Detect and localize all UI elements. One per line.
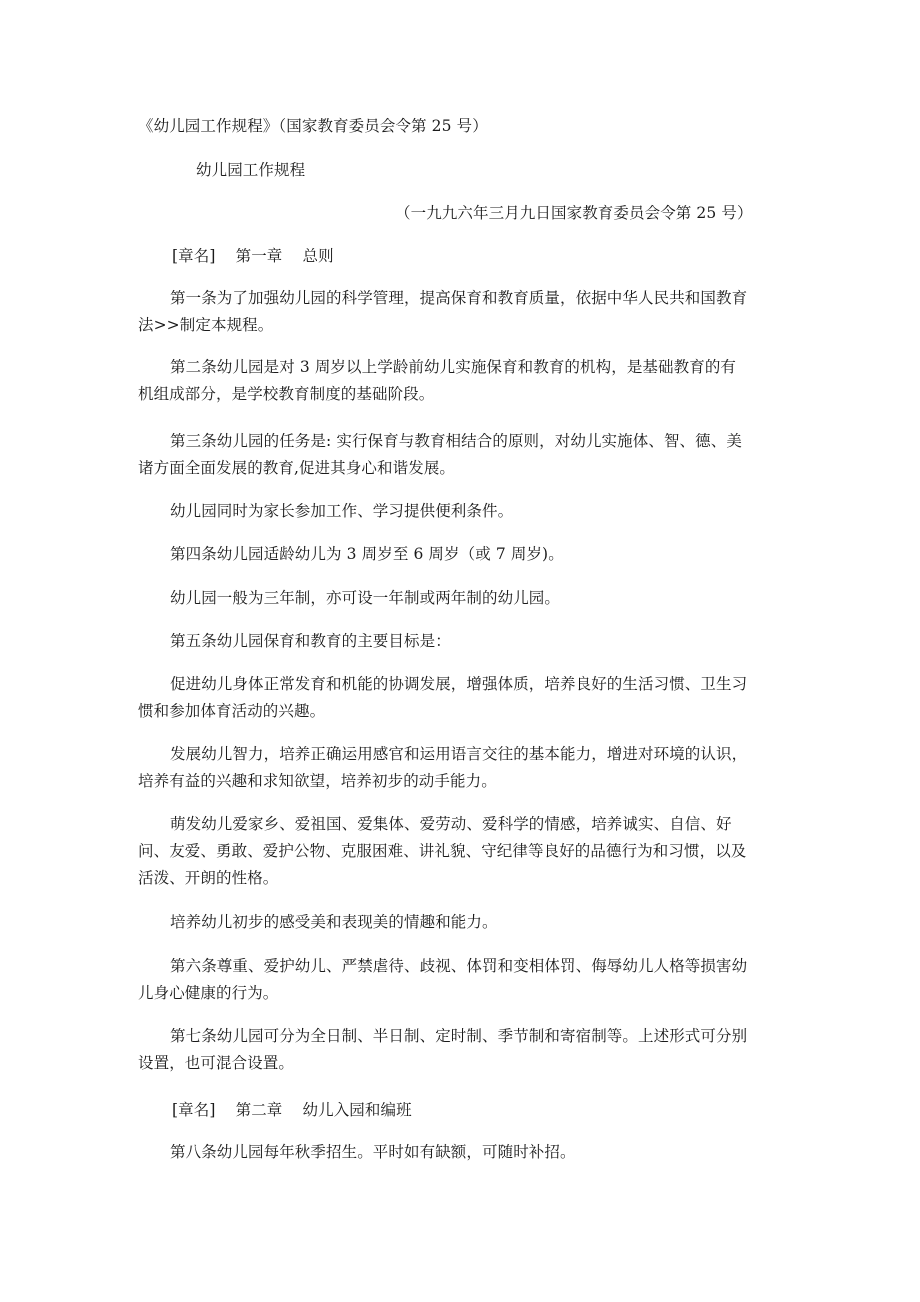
issue-date-line: （一九九六年三月九日国家教育委员会令第 25 号）	[395, 204, 753, 222]
article-1: 第一条为了加强幼儿园的科学管理，提高保育和教育质量，依据中华人民共和国教育法>>制定本规程。	[138, 289, 748, 334]
article-2: 第二条幼儿园是对 3 周岁以上学龄前幼儿实施保育和教育的机构，是基础教育的有机组成部分，是学校教育制度的基础阶段。	[138, 358, 737, 403]
article-3: 第三条幼儿园的任务是: 实行保育与教育相结合的原则，对幼儿实施体、智、德、美诸方面全面发展的教育,促进其身心和谐发展。	[138, 432, 742, 477]
chapter-heading-2: [章名] 第二章 幼儿入园和编班	[172, 1101, 412, 1119]
article-5: 第五条幼儿园保育和教育的主要目标是：	[170, 632, 451, 650]
goal-aesthetic: 培养幼儿初步的感受美和表现美的情趣和能力。	[170, 913, 498, 931]
document-title: 幼儿园工作规程	[196, 161, 306, 179]
article-8: 第八条幼儿园每年秋季招生。平时如有缺额，可随时补招。	[170, 1143, 576, 1161]
chapter-heading-1: [章名] 第一章 总则	[172, 247, 334, 265]
document-header-line: 《幼儿园工作规程》（国家教育委员会令第 25 号）	[138, 117, 488, 135]
goal-physical: 促进幼儿身体正常发育和机能的协调发展，增强体质，培养良好的生活习惯、卫生习惯和参加体育活动的兴趣。	[138, 675, 748, 720]
paragraph-parents: 幼儿园同时为家长参加工作、学习提供便利条件。	[170, 502, 514, 520]
goal-intellect: 发展幼儿智力，培养正确运用感官和运用语言交往的基本能力，增进对环境的认识，培养有益的兴趣和求知欲望，培养初步的动手能力。	[138, 745, 748, 790]
article-7: 第七条幼儿园可分为全日制、半日制、定时制、季节制和寄宿制等。上述形式可分别设置，也可混合设置。	[138, 1027, 748, 1072]
goal-moral: 萌发幼儿爱家乡、爱祖国、爱集体、爱劳动、爱科学的情感，培养诚实、自信、好问、友爱、勇敢、爱护公物、克服困难、讲礼貌、守纪律等良好的品德行为和习惯，以及活泼、开朗的性格。	[138, 815, 747, 887]
paragraph-duration: 幼儿园一般为三年制，亦可设一年制或两年制的幼儿园。	[170, 589, 561, 607]
article-4: 第四条幼儿园适龄幼儿为 3 周岁至 6 周岁（或 7 周岁)。	[170, 545, 564, 563]
article-6: 第六条尊重、爱护幼儿、严禁虐待、歧视、体罚和变相体罚、侮辱幼儿人格等损害幼儿身心健康的行为。	[138, 957, 748, 1002]
